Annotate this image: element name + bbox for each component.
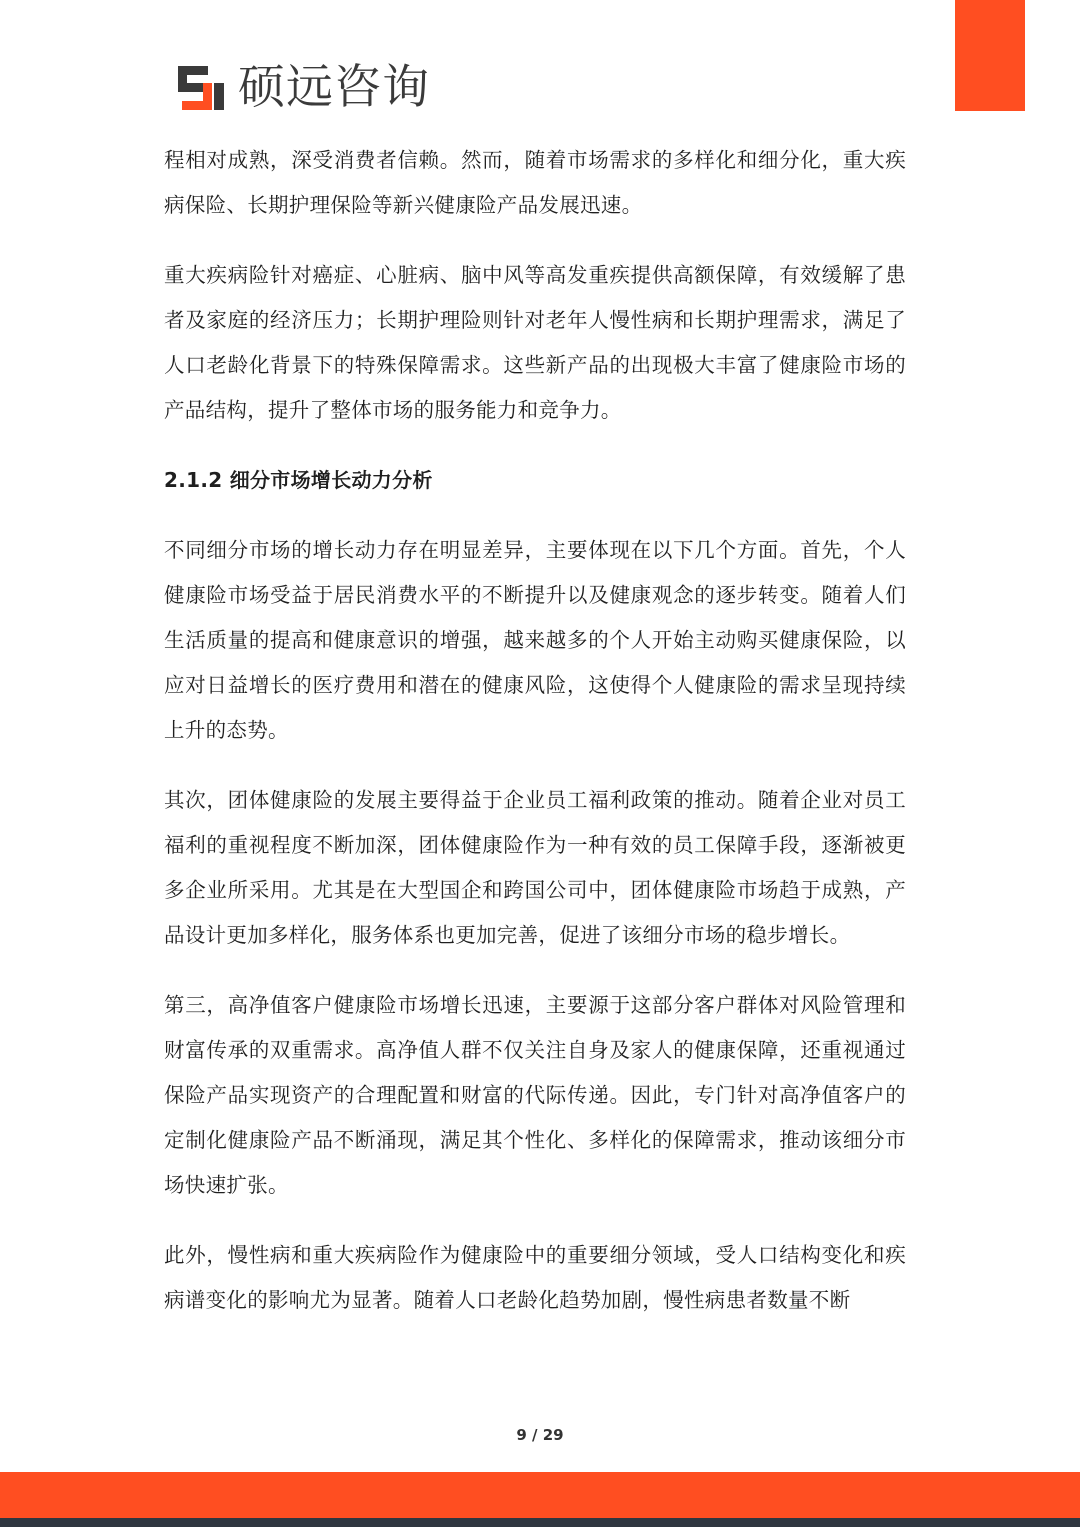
section-heading: 2.1.2 细分市场增长动力分析	[164, 468, 433, 492]
brand-s-icon	[176, 62, 228, 114]
paragraph: 第三，高净值客户健康险市场增长迅速，主要源于这部分客户群体对风险管理和财富传承的双重需求。高净值人群不仅关注自身及家人的健康保障，还重视通过保险产品实现资产的合理配置和财富的代际传递。因此，专门针对高净值客户的定制化健康险产品不断涌现，满足其个性化、多样化的保障需求，推动该细分市场快速扩张。	[164, 993, 906, 1197]
paragraph: 此外，慢性病和重大疾病险作为健康险中的重要细分领域，受人口结构变化和疾病谱变化的影响尤为显著。随着人口老龄化趋势加剧，慢性病患者数量不断	[164, 1243, 906, 1312]
footer-dark-strip	[0, 1518, 1080, 1527]
paragraph: 其次，团体健康险的发展主要得益于企业员工福利政策的推动。随着企业对员工福利的重视程度不断加深，团体健康险作为一种有效的员工保障手段，逐渐被更多企业所采用。尤其是在大型国企和跨国公司中，团体健康险市场趋于成熟，产品设计更加多样化，服务体系也更加完善，促进了该细分市场的稳步增长。	[164, 788, 906, 947]
page-number: 9 / 29	[516, 1426, 564, 1444]
corner-accent-tab	[955, 0, 1025, 111]
paragraph: 不同细分市场的增长动力存在明显差异，主要体现在以下几个方面。首先，个人健康险市场受益于居民消费水平的不断提升以及健康观念的逐步转变。随着人们生活质量的提高和健康意识的增强，越来越多的个人开始主动购买健康保险，以应对日益增长的医疗费用和潜在的健康风险，这使得个人健康险的需求呈现持续上升的态势。	[164, 538, 906, 742]
paragraph: 程相对成熟，深受消费者信赖。然而，随着市场需求的多样化和细分化，重大疾病保险、长期护理保险等新兴健康险产品发展迅速。	[164, 148, 906, 217]
brand-name: 硕远咨询	[238, 60, 430, 115]
paragraph: 重大疾病险针对癌症、心脏病、脑中风等高发重疾提供高额保障，有效缓解了患者及家庭的经济压力；长期护理险则针对老年人慢性病和长期护理需求，满足了人口老龄化背景下的特殊保障需求。这些新产品的出现极大丰富了健康险市场的产品结构，提升了整体市场的服务能力和竞争力。	[164, 263, 906, 422]
brand-logo	[176, 62, 430, 114]
footer-accent-band	[0, 1472, 1080, 1518]
document-body	[164, 138, 906, 1348]
